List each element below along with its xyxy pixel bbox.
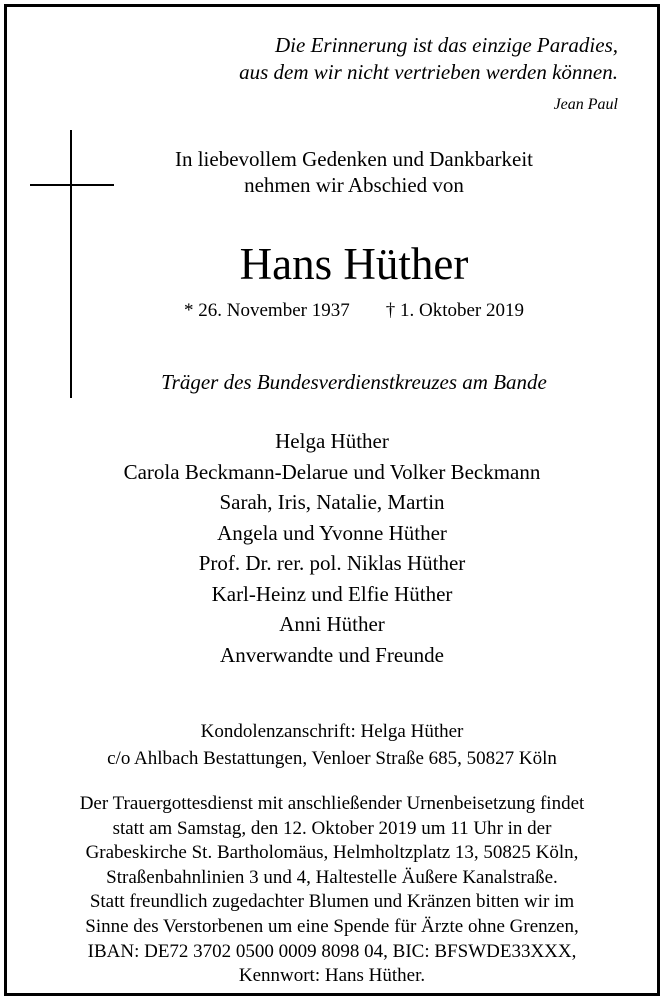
quote-line: Die Erinnerung ist das einzige Paradies,	[275, 33, 618, 57]
service-line: Statt freundlich zugedachter Blumen und Kränzen bitten wir im	[89, 891, 575, 913]
deceased-name: Hans Hüther	[239, 239, 469, 289]
condolence-address	[0, 718, 664, 772]
intro-text	[22, 146, 664, 198]
service-line: Der Trauergottesdienst mit anschließender Urnenbeisetzung findet	[79, 793, 585, 814]
condolence-line: c/o Ahlbach Bestattungen, Venloer Straße 685, 50827 Köln	[107, 748, 557, 769]
service-details	[0, 792, 664, 989]
intro-line: nehmen wir Abschied von	[244, 173, 464, 197]
service-line: Straßenbahnlinien 3 und 4, Haltestelle Äußere Kanalstraße.	[106, 866, 558, 888]
service-line: Kennwort: Hans Hüther.	[238, 965, 426, 987]
service-line: statt am Samstag, den 12. Oktober 2019 um 11 Uhr in der	[112, 817, 552, 839]
service-line: Sinne des Verstorbenen um eine Spende für Ärzte ohne Grenzen,	[85, 915, 579, 937]
quote	[239, 32, 618, 86]
mourner-line: Carola Beckmann-Delarue und Volker Beckmann	[123, 459, 541, 484]
service-line: IBAN: DE72 3702 0500 0009 8098 04, BIC: BFSWDE33XXX,	[87, 940, 577, 962]
intro-line: In liebevollem Gedenken und Dankbarkeit	[174, 147, 534, 171]
mourner-line: Anverwandte und Freunde	[220, 642, 444, 667]
mourners-list	[0, 426, 664, 670]
mourner-line: Karl-Heinz und Elfie Hüther	[211, 581, 453, 606]
mourner-line: Prof. Dr. rer. pol. Niklas Hüther	[198, 551, 466, 575]
mourner-line: Helga Hüther	[275, 429, 389, 453]
mourner-line: Sarah, Iris, Natalie, Martin	[219, 490, 445, 514]
death-date: † 1. Oktober 2019	[385, 300, 524, 321]
mourner-line: Anni Hüther	[279, 612, 385, 636]
service-line: Grabeskirche St. Bartholomäus, Helmholtzplatz 13, 50825 Köln,	[85, 842, 579, 864]
condolence-line: Kondolenzanschrift: Helga Hüther	[200, 721, 464, 742]
birth-date: * 26. November 1937	[184, 300, 350, 321]
quote-line: aus dem wir nicht vertrieben werden können.	[239, 60, 618, 84]
mourner-line: Angela und Yvonne Hüther	[217, 520, 447, 545]
quote-author: Jean Paul	[553, 96, 618, 113]
honor-line: Träger des Bundesverdienstkreuzes am Bande	[161, 370, 547, 394]
life-dates	[22, 300, 664, 322]
